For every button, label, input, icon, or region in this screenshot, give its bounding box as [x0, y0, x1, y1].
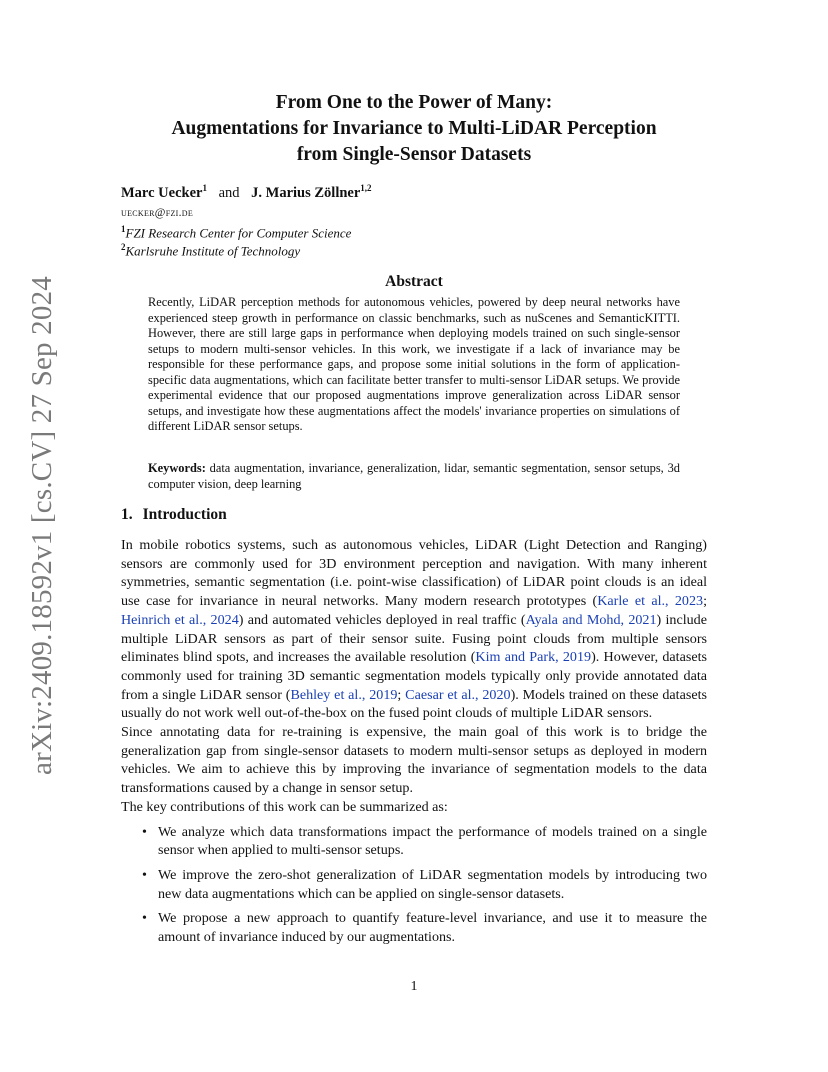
bullet-icon: • [142, 866, 147, 883]
paper-title [100, 90, 728, 168]
citation-separator: ; [703, 593, 707, 610]
list-item [142, 823, 707, 860]
author-conjunction: and [218, 184, 240, 201]
arxiv-stamp [22, 275, 62, 775]
abstract-heading: Abstract [385, 273, 443, 290]
title-line-1: From One to the Power of Many: [275, 92, 553, 113]
affiliation-2-number: 2 [121, 242, 126, 252]
title-line-2: Augmentations for Invariance to Multi-LiDAR Perception [171, 118, 657, 139]
author-email: uecker@fzi.de [121, 207, 194, 219]
title-line-3: from Single-Sensor Datasets [296, 144, 532, 165]
intro-paragraph-1 [121, 536, 707, 723]
citation-link[interactable]: Karle et al., 2023 [597, 593, 704, 610]
list-item [142, 909, 707, 946]
citation-link[interactable]: Caesar et al., 2020 [405, 686, 511, 703]
list-item-text: We improve the zero-shot generalization of LiDAR segmentation models by introducing two new data augmentations which can be applied on single-sensor datasets. [158, 866, 707, 902]
intro-text-segment: ) and automated vehicles deployed in real traffic ( [238, 611, 526, 628]
intro-text-segment: ). However, datasets commonly used for training 3D semantic segmentation models typically only provide annotated data from a single LiDAR sensor ( [121, 649, 707, 703]
keywords [148, 461, 680, 492]
list-item [142, 866, 707, 903]
author-list [121, 183, 372, 202]
intro-paragraph-2: Since annotating data for re-training is expensive, the main goal of this work is to bridge the generalization gap from single-sensor datasets to modern multi-sensor setups as deployed in modern vehicles. We aim to achieve this by improving the invariance of segmentation models to the data transformations caused by a change in sensor setup. [121, 724, 707, 797]
arxiv-id: arXiv:2409.18592v1 [cs.CV] 27 Sep 2024 [25, 275, 58, 775]
list-item-text: We propose a new approach to quantify feature-level invariance, and use it to measure the amount of invariance induced by our augmentations. [158, 910, 707, 946]
abstract-text: Recently, LiDAR perception methods for autonomous vehicles, powered by deep neural networks have experienced steep growth in performance on classic benchmarks, such as nuScenes and SemanticKITTI. However, there are still large gaps in performance when deploying models trained on such single-sensor setups to modern multi-sensor vehicles. In this work, we investigate if a lack of invariance may be responsible for these performance gaps, and propose some initial solutions in the form of application-specific data augmentations, which can facilitate better transfer to multi-sensor LiDAR setups. We provide experimental evidence that our proposed augmentations improve generalization across LiDAR sensor setups, and investigate how these augmentations affect the models' invariance properties on simulations of different LiDAR sensor setups. [148, 295, 680, 433]
section-title: Introduction [142, 506, 227, 523]
keywords-label: Keywords: [148, 461, 206, 475]
author-name-2: J. Marius Zöllner [251, 184, 361, 201]
contribution-list [121, 823, 707, 947]
affiliation-2 [121, 242, 300, 259]
citation-separator: ; [397, 686, 406, 703]
affiliation-2-text: Karlsruhe Institute of Technology [125, 243, 301, 259]
keywords-text: data augmentation, invariance, generalization, lidar, semantic segmentation, sensor setups, 3d computer vision, deep learning [148, 461, 680, 491]
intro-text-segment: ) include multiple LiDAR sensors as part of their sensor suite. Fusing point clouds from multiple sensors eliminates blind spots, and increases the available resolution ( [121, 611, 707, 666]
author-name-1: Marc Uecker [121, 184, 203, 201]
citation-link[interactable]: Heinrich et al., 2024 [121, 611, 239, 628]
affiliation-1-number: 1 [121, 224, 126, 234]
page-number: 1 [410, 979, 418, 994]
citation-link[interactable]: Behley et al., 2019 [290, 686, 398, 703]
intro-paragraph-3: The key contributions of this work can be summarized as: [121, 798, 448, 815]
section-heading [121, 506, 227, 524]
author-2-affil: 1,2 [360, 183, 372, 193]
citation-link[interactable]: Ayala and Mohd, 2021 [525, 611, 657, 628]
bullet-icon: • [142, 823, 147, 840]
affiliation-1 [121, 224, 351, 241]
introduction-body [121, 536, 707, 953]
author-1-affil: 1 [202, 183, 207, 193]
citation-link[interactable]: Kim and Park, 2019 [475, 649, 592, 666]
section-number: 1. [121, 506, 133, 523]
affiliation-1-text: FZI Research Center for Computer Science [125, 225, 352, 241]
list-item-text: We analyze which data transformations impact the performance of models trained on a single sensor when applied to multi-sensor setups. [158, 823, 707, 859]
intro-text-segment: In mobile robotics systems, such as autonomous vehicles, LiDAR (Light Detection and Ranging) sensors are commonly used for 3D environment perception and navigation. With many inherent symmetries, semantic segmentation (i.e. point-wise classification) of LiDAR point clouds is an ideal use case for invariance in neural networks. Many modern research prototypes ( [121, 537, 707, 610]
bullet-icon: • [142, 910, 147, 927]
intro-text-segment: ). Models trained on these datasets usually do not work well out-of-the-box on the fused point clouds of multiple LiDAR sensors. [121, 686, 707, 722]
